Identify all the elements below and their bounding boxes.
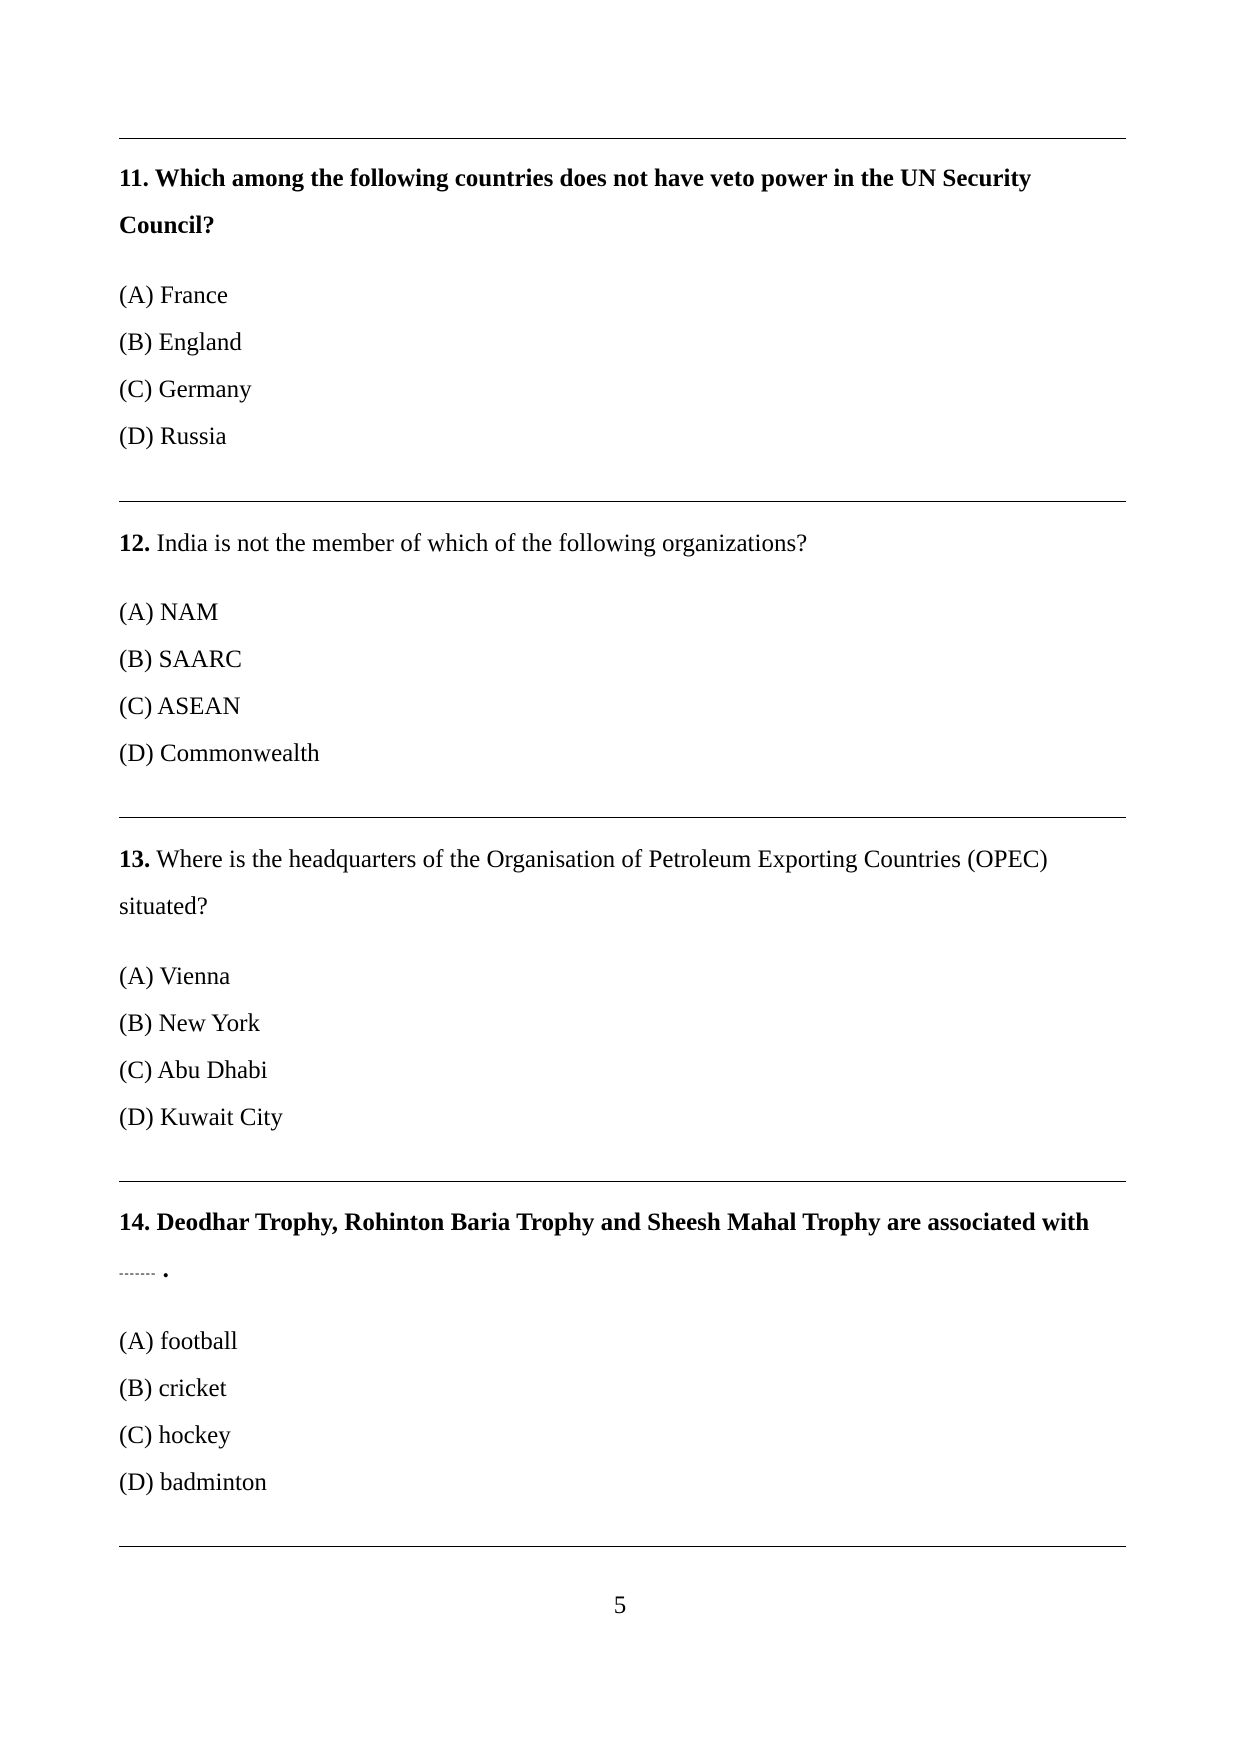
divider-after-q12 — [119, 817, 1126, 818]
question-13-number: 13. — [119, 846, 151, 873]
page-number: 5 — [613, 1592, 627, 1619]
option-12-b: (B) SAARC — [119, 646, 242, 673]
option-11-c: (C) Germany — [119, 376, 252, 403]
question-14-number: 14. — [119, 1209, 151, 1236]
question-14-end: . — [162, 1256, 169, 1283]
answer-blank: ------- — [119, 1265, 157, 1280]
question-12-stem — [119, 520, 1129, 567]
option-13-d: (D) Kuwait City — [119, 1104, 283, 1131]
question-14-options — [119, 1318, 1129, 1506]
question-13 — [119, 836, 1129, 1141]
divider-after-q13 — [119, 1181, 1126, 1182]
question-11-text: Which among the following countries does not have veto power in the UN Security Council? — [119, 165, 1032, 239]
question-14-text: Deodhar Trophy, Rohinton Baria Trophy and Sheesh Mahal Trophy are associated with — [156, 1209, 1090, 1236]
option-12-c: (C) ASEAN — [119, 693, 241, 720]
divider-top — [119, 138, 1126, 139]
question-13-text: Where is the headquarters of the Organisation of Petroleum Exporting Countries (OPEC) situated? — [119, 846, 1048, 920]
option-14-c: (C) hockey — [119, 1422, 231, 1449]
divider-after-q11 — [119, 501, 1126, 502]
option-13-a: (A) Vienna — [119, 963, 231, 990]
option-14-a: (A) football — [119, 1328, 238, 1355]
option-14-d: (D) badminton — [119, 1469, 267, 1496]
option-11-b: (B) England — [119, 329, 242, 356]
option-12-a: (A) NAM — [119, 599, 219, 626]
question-12 — [119, 520, 1129, 777]
question-12-number: 12. — [119, 530, 151, 557]
question-11-number: 11. — [119, 165, 149, 192]
question-11-stem — [119, 155, 1129, 249]
question-12-text: India is not the member of which of the following organizations? — [156, 530, 808, 557]
question-14 — [119, 1199, 1129, 1506]
option-11-d: (D) Russia — [119, 423, 227, 450]
question-12-options — [119, 589, 1129, 777]
option-13-b: (B) New York — [119, 1010, 260, 1037]
divider-bottom — [119, 1546, 1126, 1547]
question-13-options — [119, 953, 1129, 1141]
question-13-stem — [119, 836, 1129, 930]
option-12-d: (D) Commonwealth — [119, 740, 320, 767]
question-11 — [119, 155, 1129, 460]
question-14-stem — [119, 1199, 1129, 1296]
option-13-c: (C) Abu Dhabi — [119, 1057, 268, 1084]
option-11-a: (A) France — [119, 282, 228, 309]
question-11-options — [119, 272, 1129, 460]
option-14-b: (B) cricket — [119, 1375, 227, 1402]
